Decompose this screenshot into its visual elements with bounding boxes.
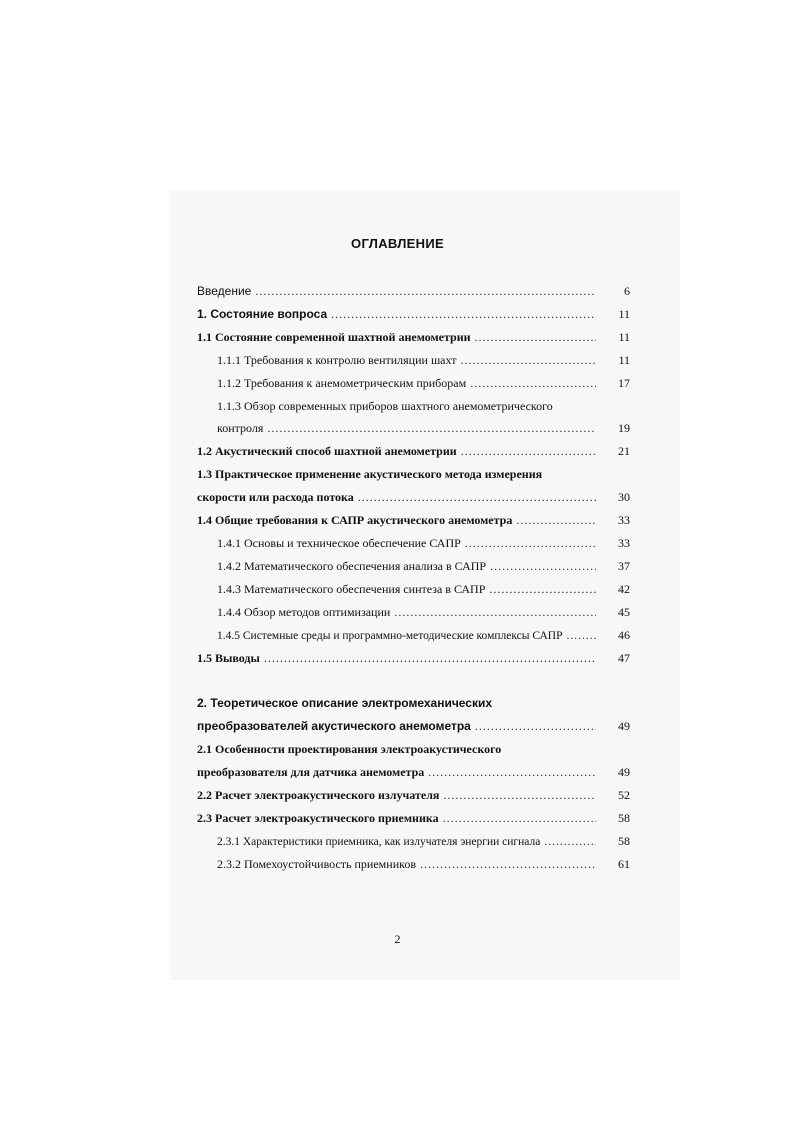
toc-label: 2.2 Расчет электроакустического излучателя: [197, 788, 440, 802]
toc-label: 1.5 Выводы: [197, 651, 260, 665]
toc-label: 1.1.2 Требования к анемометрическим приборам: [217, 376, 467, 390]
toc-page: 11: [618, 307, 630, 321]
dot-leader: [470, 376, 596, 391]
dot-leader: [465, 536, 596, 551]
toc-label: 1.4.1 Основы и техническое обеспечение САПР: [217, 536, 461, 550]
toc-label: 1.1.1 Требования к контролю вентиляции шахт: [217, 353, 457, 367]
toc-entry-2-3[interactable]: [197, 811, 630, 826]
dot-leader: [428, 765, 596, 780]
dot-leader: [358, 490, 596, 505]
toc-page: 6: [624, 284, 630, 298]
toc-page: 47: [618, 651, 630, 665]
page-number: 2: [394, 932, 401, 946]
dot-leader: [489, 582, 596, 597]
toc-page: 42: [618, 582, 630, 596]
toc-entry-2-1[interactable]: [197, 765, 630, 780]
toc-entry-1-4[interactable]: [197, 513, 630, 528]
toc-label: 1.2 Акустический способ шахтной анемометрии: [197, 444, 457, 458]
toc-page: 45: [618, 605, 630, 619]
toc-page: 37: [618, 559, 630, 573]
toc-label: 1.4.2 Математического обеспечения анализа в САПР: [217, 559, 487, 573]
toc-page: 19: [618, 421, 630, 435]
toc-label: преобразователей акустического анемометра: [197, 719, 471, 733]
toc-entry-chapter-2[interactable]: [197, 719, 630, 734]
toc-label: 1.4.4 Обзор методов оптимизации: [217, 605, 391, 619]
toc-label: 1.4.3 Математического обеспечения синтеза в САПР: [217, 582, 486, 596]
toc-title: ОГЛАВЛЕНИЕ: [351, 236, 444, 251]
toc-label: 2.3.1 Характеристики приемника, как излучателя энергии сигнала: [217, 836, 541, 848]
toc-entry-1-1-3-line1[interactable]: 1.1.3 Обзор современных приборов шахтного анемометрического: [217, 399, 553, 413]
toc-page: 33: [618, 536, 630, 550]
toc-entry-1-1-2[interactable]: [217, 376, 630, 391]
toc-page: 11: [618, 353, 630, 367]
toc-entry-1-4-4[interactable]: [217, 605, 630, 620]
toc-label: 2.3.2 Помехоустойчивость приемников: [217, 857, 416, 871]
dot-leader: [264, 651, 596, 666]
toc-entry-2-1-line1[interactable]: 2.1 Особенности проектирования электроакустического: [197, 742, 502, 756]
toc-label: скорости или расхода потока: [197, 490, 354, 504]
toc-entry-1-4-3[interactable]: [217, 582, 630, 597]
toc-page: 61: [618, 857, 630, 871]
toc-page: 17: [618, 376, 630, 390]
toc-entry-1-4-2[interactable]: [217, 559, 630, 574]
toc-label: Введение: [197, 284, 252, 298]
dot-leader: [443, 788, 596, 803]
toc-entry-1-3[interactable]: [197, 490, 630, 505]
toc-entry-introduction[interactable]: [197, 284, 630, 299]
dot-leader: [331, 307, 596, 322]
toc-entry-1-5[interactable]: [197, 651, 630, 666]
dot-leader: [566, 630, 596, 642]
dot-leader: [461, 444, 596, 459]
dot-leader: [394, 605, 596, 620]
toc-entry-1-1-3[interactable]: [217, 421, 630, 436]
dot-leader: [475, 330, 596, 345]
toc-page: 33: [618, 513, 630, 527]
toc-page: 21: [618, 444, 630, 458]
toc-label: 1.4.5 Системные среды и программно-методические комплексы САПР: [217, 630, 563, 642]
dot-leader: [516, 513, 596, 528]
dot-leader: [267, 421, 596, 436]
toc-entry-1-1[interactable]: [197, 330, 630, 345]
toc-entry-2-3-2[interactable]: [217, 857, 630, 872]
toc-label: 2.3 Расчет электроакустического приемника: [197, 811, 439, 825]
toc-entry-chapter-1[interactable]: [197, 307, 630, 322]
toc-entry-1-4-1[interactable]: [217, 536, 630, 551]
toc-entry-1-3-line1[interactable]: 1.3 Практическое применение акустического метода измерения: [197, 467, 543, 481]
dot-leader: [490, 559, 596, 574]
toc-label: 1. Состояние вопроса: [197, 307, 328, 321]
toc-page: 11: [618, 330, 630, 344]
toc-page: 46: [618, 628, 630, 642]
toc-entry-2-3-1[interactable]: [217, 834, 630, 849]
dot-leader: [420, 857, 596, 872]
toc-entry-1-2[interactable]: [197, 444, 630, 459]
toc-entry-1-1-1[interactable]: [217, 353, 630, 368]
toc-page: 49: [618, 765, 630, 779]
dot-leader: [544, 836, 596, 848]
dot-leader: [443, 811, 596, 826]
dot-leader: [475, 719, 596, 734]
toc-label: 1.4 Общие требования к САПР акустического анемометра: [197, 513, 513, 527]
dot-leader: [460, 353, 596, 368]
toc-entry-chapter-2-line1[interactable]: 2. Теоретическое описание электромеханических: [197, 696, 493, 710]
toc-page: 49: [618, 719, 630, 733]
toc-page: 58: [618, 834, 630, 848]
toc-page: 30: [618, 490, 630, 504]
toc-page: 58: [618, 811, 630, 825]
toc-page: 52: [618, 788, 630, 802]
toc-label: 1.1 Состояние современной шахтной анемометрии: [197, 330, 471, 344]
dot-leader: [255, 284, 596, 299]
toc-entry-1-4-5[interactable]: [217, 628, 630, 643]
toc-label: преобразователя для датчика анемометра: [197, 765, 425, 779]
toc-entry-2-2[interactable]: [197, 788, 630, 803]
toc-label: контроля: [217, 421, 264, 435]
